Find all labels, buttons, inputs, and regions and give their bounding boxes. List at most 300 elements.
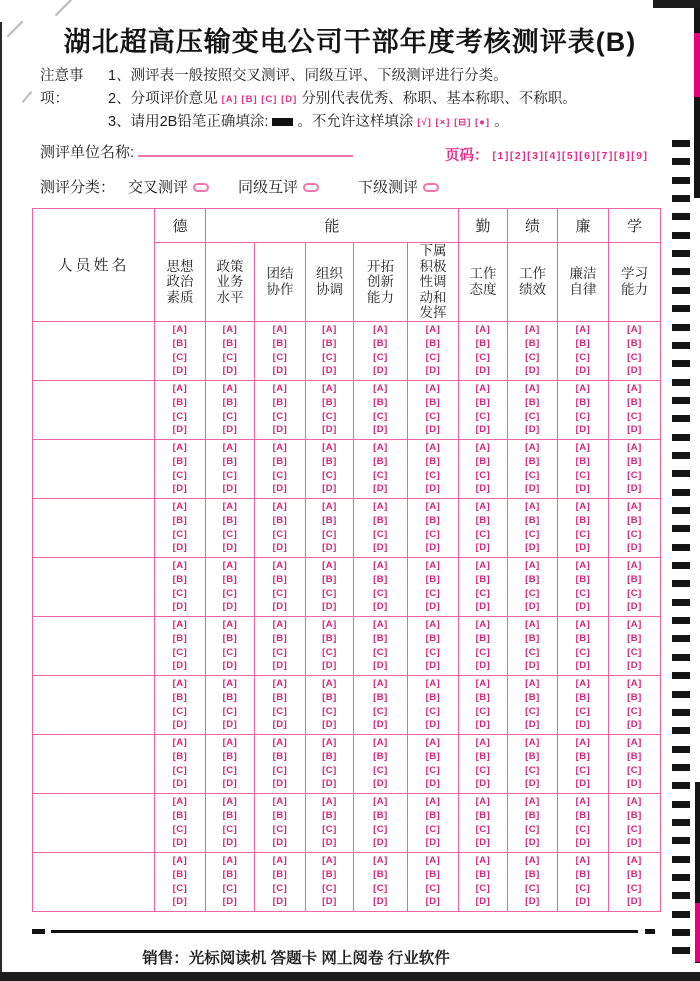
bubble-d[interactable]: [D] [272,896,288,908]
bubble-a[interactable]: [A] [272,382,288,394]
bubble-a[interactable]: [A] [425,559,441,571]
bubble-a[interactable]: [A] [222,500,238,512]
bubble-d[interactable]: [D] [373,542,388,554]
bubble-c[interactable]: [C] [322,646,337,658]
name-cell[interactable] [33,439,155,498]
bubble-c[interactable]: [C] [222,410,238,422]
bubble-a[interactable]: [A] [425,382,441,394]
checkbox-peer-eval[interactable] [303,183,319,192]
bubble-d[interactable]: [D] [425,483,441,495]
bubble-c[interactable]: [C] [425,646,441,658]
bubble-d[interactable]: [D] [525,424,540,436]
bubble-a[interactable]: [A] [272,677,288,689]
bubble-a[interactable]: [A] [373,854,388,866]
bubble-c[interactable]: [C] [172,351,188,363]
bubble-a[interactable]: [A] [525,854,540,866]
bubble-d[interactable]: [D] [425,660,441,672]
bubble-d[interactable]: [D] [172,778,188,790]
bubble-b[interactable]: [B] [373,573,388,585]
bubble-c[interactable]: [C] [373,646,388,658]
bubble-b[interactable]: [B] [322,455,337,467]
bubble-d[interactable]: [D] [222,483,238,495]
bubble-c[interactable]: [C] [322,469,337,481]
bubble-a[interactable]: [A] [272,795,288,807]
bubble-c[interactable]: [C] [272,587,288,599]
bubble-d[interactable]: [D] [172,365,188,377]
bubble-c[interactable]: [C] [172,646,188,658]
bubble-c[interactable]: [C] [425,764,441,776]
bubble-a[interactable]: [A] [475,500,491,512]
bubble-a[interactable]: [A] [322,500,337,512]
bubble-d[interactable]: [D] [475,837,491,849]
bubble-d[interactable]: [D] [172,601,188,613]
bubble-a[interactable]: [A] [475,559,491,571]
bubble-a[interactable]: [A] [172,795,188,807]
bubble-c[interactable]: [C] [525,646,540,658]
bubble-a[interactable]: [A] [172,736,188,748]
bubble-a[interactable]: [A] [373,618,388,630]
bubble-a[interactable]: [A] [575,618,591,630]
bubble-b[interactable]: [B] [425,455,441,467]
bubble-a[interactable]: [A] [575,382,591,394]
bubble-c[interactable]: [C] [172,528,188,540]
bubble-b[interactable]: [B] [373,691,388,703]
checkbox-cross-eval[interactable] [193,183,209,192]
bubble-c[interactable]: [C] [373,410,388,422]
bubble-d[interactable]: [D] [322,719,337,731]
bubble-b[interactable]: [B] [575,809,591,821]
bubble-d[interactable]: [D] [222,719,238,731]
bubble-d[interactable]: [D] [575,601,591,613]
bubble-d[interactable]: [D] [373,719,388,731]
bubble-c[interactable]: [C] [475,528,491,540]
bubble-c[interactable]: [C] [475,410,491,422]
name-cell[interactable] [33,852,155,911]
bubble-a[interactable]: [A] [172,854,188,866]
bubble-b[interactable]: [B] [425,514,441,526]
bubble-c[interactable]: [C] [222,528,238,540]
bubble-a[interactable]: [A] [373,677,388,689]
bubble-a[interactable]: [A] [222,795,238,807]
name-cell[interactable] [33,380,155,439]
bubble-a[interactable]: [A] [525,795,540,807]
bubble-b[interactable]: [B] [272,573,288,585]
bubble-b[interactable]: [B] [475,868,491,880]
bubble-c[interactable]: [C] [272,351,288,363]
bubble-d[interactable]: [D] [475,778,491,790]
bubble-d[interactable]: [D] [575,896,591,908]
bubble-c[interactable]: [C] [627,469,642,481]
bubble-c[interactable]: [C] [627,410,642,422]
bubble-a[interactable]: [A] [222,559,238,571]
bubble-b[interactable]: [B] [222,750,238,762]
bubble-b[interactable]: [B] [575,514,591,526]
bubble-a[interactable]: [A] [322,441,337,453]
bubble-a[interactable]: [A] [525,323,540,335]
bubble-d[interactable]: [D] [322,837,337,849]
bubble-d[interactable]: [D] [475,896,491,908]
bubble-c[interactable]: [C] [575,528,591,540]
bubble-a[interactable]: [A] [322,323,337,335]
bubble-c[interactable]: [C] [172,882,188,894]
bubble-a[interactable]: [A] [222,323,238,335]
bubble-c[interactable]: [C] [322,705,337,717]
unit-name-input[interactable] [138,143,353,157]
bubble-b[interactable]: [B] [172,809,188,821]
bubble-c[interactable]: [C] [425,410,441,422]
bubble-d[interactable]: [D] [525,542,540,554]
bubble-a[interactable]: [A] [272,323,288,335]
bubble-a[interactable]: [A] [627,618,642,630]
bubble-d[interactable]: [D] [272,424,288,436]
bubble-b[interactable]: [B] [322,809,337,821]
bubble-c[interactable]: [C] [272,764,288,776]
bubble-b[interactable]: [B] [525,691,540,703]
bubble-b[interactable]: [B] [322,573,337,585]
bubble-c[interactable]: [C] [222,882,238,894]
bubble-b[interactable]: [B] [627,750,642,762]
bubble-d[interactable]: [D] [525,778,540,790]
bubble-d[interactable]: [D] [627,719,642,731]
bubble-c[interactable]: [C] [222,646,238,658]
bubble-d[interactable]: [D] [425,778,441,790]
bubble-b[interactable]: [B] [172,455,188,467]
bubble-b[interactable]: [B] [373,514,388,526]
bubble-b[interactable]: [B] [172,337,188,349]
bubble-d[interactable]: [D] [575,778,591,790]
bubble-d[interactable]: [D] [525,601,540,613]
bubble-c[interactable]: [C] [575,823,591,835]
bubble-d[interactable]: [D] [222,837,238,849]
bubble-b[interactable]: [B] [525,514,540,526]
bubble-d[interactable]: [D] [373,896,388,908]
bubble-c[interactable]: [C] [575,469,591,481]
bubble-b[interactable]: [B] [222,868,238,880]
bubble-c[interactable]: [C] [575,646,591,658]
bubble-b[interactable]: [B] [272,396,288,408]
bubble-c[interactable]: [C] [525,764,540,776]
bubble-c[interactable]: [C] [425,823,441,835]
bubble-c[interactable]: [C] [627,646,642,658]
bubble-b[interactable]: [B] [627,455,642,467]
bubble-d[interactable]: [D] [272,778,288,790]
bubble-c[interactable]: [C] [172,587,188,599]
bubble-c[interactable]: [C] [222,469,238,481]
bubble-b[interactable]: [B] [272,337,288,349]
bubble-a[interactable]: [A] [525,736,540,748]
bubble-b[interactable]: [B] [222,396,238,408]
bubble-b[interactable]: [B] [525,396,540,408]
bubble-b[interactable]: [B] [322,514,337,526]
bubble-a[interactable]: [A] [475,382,491,394]
bubble-c[interactable]: [C] [373,764,388,776]
bubble-a[interactable]: [A] [222,441,238,453]
bubble-d[interactable]: [D] [373,778,388,790]
bubble-d[interactable]: [D] [322,896,337,908]
bubble-b[interactable]: [B] [425,573,441,585]
bubble-b[interactable]: [B] [272,632,288,644]
bubble-a[interactable]: [A] [172,559,188,571]
bubble-a[interactable]: [A] [322,736,337,748]
bubble-c[interactable]: [C] [272,705,288,717]
bubble-d[interactable]: [D] [322,660,337,672]
bubble-b[interactable]: [B] [272,455,288,467]
bubble-c[interactable]: [C] [425,587,441,599]
bubble-d[interactable]: [D] [425,896,441,908]
bubble-d[interactable]: [D] [172,719,188,731]
bubble-b[interactable]: [B] [575,750,591,762]
bubble-a[interactable]: [A] [475,795,491,807]
bubble-c[interactable]: [C] [172,469,188,481]
bubble-c[interactable]: [C] [272,528,288,540]
name-cell[interactable] [33,321,155,380]
bubble-c[interactable]: [C] [475,764,491,776]
bubble-c[interactable]: [C] [272,882,288,894]
name-cell[interactable] [33,616,155,675]
bubble-d[interactable]: [D] [172,660,188,672]
bubble-a[interactable]: [A] [627,795,642,807]
bubble-c[interactable]: [C] [322,351,337,363]
bubble-d[interactable]: [D] [222,365,238,377]
bubble-b[interactable]: [B] [627,573,642,585]
bubble-b[interactable]: [B] [575,632,591,644]
bubble-a[interactable]: [A] [272,500,288,512]
bubble-c[interactable]: [C] [425,351,441,363]
bubble-d[interactable]: [D] [525,837,540,849]
bubble-c[interactable]: [C] [575,587,591,599]
bubble-a[interactable]: [A] [322,854,337,866]
bubble-a[interactable]: [A] [222,736,238,748]
bubble-d[interactable]: [D] [525,719,540,731]
bubble-d[interactable]: [D] [425,542,441,554]
bubble-b[interactable]: [B] [172,868,188,880]
bubble-a[interactable]: [A] [575,323,591,335]
bubble-c[interactable]: [C] [322,587,337,599]
bubble-d[interactable]: [D] [272,542,288,554]
bubble-a[interactable]: [A] [627,854,642,866]
bubble-a[interactable]: [A] [575,736,591,748]
page-number-bubbles[interactable]: [1][2][3][4][5][6][7][8][9] [492,150,649,162]
bubble-b[interactable]: [B] [627,337,642,349]
bubble-b[interactable]: [B] [172,691,188,703]
bubble-b[interactable]: [B] [575,337,591,349]
bubble-c[interactable]: [C] [322,882,337,894]
bubble-d[interactable]: [D] [525,483,540,495]
bubble-c[interactable]: [C] [475,823,491,835]
bubble-d[interactable]: [D] [575,837,591,849]
bubble-d[interactable]: [D] [272,719,288,731]
bubble-b[interactable]: [B] [525,337,540,349]
bubble-d[interactable]: [D] [222,778,238,790]
bubble-d[interactable]: [D] [322,542,337,554]
bubble-a[interactable]: [A] [322,618,337,630]
bubble-c[interactable]: [C] [475,646,491,658]
bubble-c[interactable]: [C] [425,705,441,717]
bubble-a[interactable]: [A] [575,795,591,807]
bubble-c[interactable]: [C] [525,587,540,599]
bubble-d[interactable]: [D] [627,601,642,613]
bubble-d[interactable]: [D] [322,365,337,377]
bubble-a[interactable]: [A] [575,854,591,866]
bubble-c[interactable]: [C] [272,469,288,481]
bubble-d[interactable]: [D] [373,365,388,377]
bubble-c[interactable]: [C] [272,410,288,422]
bubble-d[interactable]: [D] [322,424,337,436]
bubble-c[interactable]: [C] [222,351,238,363]
bubble-b[interactable]: [B] [272,868,288,880]
bubble-d[interactable]: [D] [373,660,388,672]
name-cell[interactable] [33,498,155,557]
bubble-a[interactable]: [A] [222,382,238,394]
bubble-b[interactable]: [B] [627,809,642,821]
bubble-b[interactable]: [B] [475,632,491,644]
bubble-d[interactable]: [D] [322,778,337,790]
bubble-b[interactable]: [B] [627,868,642,880]
bubble-a[interactable]: [A] [475,854,491,866]
bubble-b[interactable]: [B] [272,809,288,821]
name-cell[interactable] [33,675,155,734]
bubble-d[interactable]: [D] [525,896,540,908]
bubble-a[interactable]: [A] [272,854,288,866]
bubble-c[interactable]: [C] [575,764,591,776]
bubble-c[interactable]: [C] [525,469,540,481]
bubble-a[interactable]: [A] [575,441,591,453]
bubble-a[interactable]: [A] [322,382,337,394]
bubble-c[interactable]: [C] [475,882,491,894]
bubble-a[interactable]: [A] [425,618,441,630]
bubble-d[interactable]: [D] [222,896,238,908]
bubble-b[interactable]: [B] [172,750,188,762]
bubble-b[interactable]: [B] [525,750,540,762]
bubble-b[interactable]: [B] [525,573,540,585]
bubble-c[interactable]: [C] [475,705,491,717]
bubble-a[interactable]: [A] [172,441,188,453]
bubble-a[interactable]: [A] [222,854,238,866]
bubble-a[interactable]: [A] [425,795,441,807]
bubble-d[interactable]: [D] [475,601,491,613]
bubble-d[interactable]: [D] [272,601,288,613]
bubble-d[interactable]: [D] [222,424,238,436]
bubble-d[interactable]: [D] [575,542,591,554]
bubble-b[interactable]: [B] [575,455,591,467]
bubble-c[interactable]: [C] [525,528,540,540]
bubble-c[interactable]: [C] [525,882,540,894]
bubble-c[interactable]: [C] [627,351,642,363]
bubble-a[interactable]: [A] [475,736,491,748]
bubble-c[interactable]: [C] [272,646,288,658]
bubble-d[interactable]: [D] [627,778,642,790]
bubble-a[interactable]: [A] [627,500,642,512]
bubble-c[interactable]: [C] [222,764,238,776]
name-cell[interactable] [33,557,155,616]
bubble-a[interactable]: [A] [373,559,388,571]
bubble-d[interactable]: [D] [425,601,441,613]
bubble-b[interactable]: [B] [322,337,337,349]
bubble-d[interactable]: [D] [172,424,188,436]
bubble-b[interactable]: [B] [222,337,238,349]
bubble-c[interactable]: [C] [627,823,642,835]
bubble-b[interactable]: [B] [627,632,642,644]
bubble-c[interactable]: [C] [373,351,388,363]
bubble-c[interactable]: [C] [575,705,591,717]
bubble-d[interactable]: [D] [575,365,591,377]
bubble-a[interactable]: [A] [627,382,642,394]
bubble-c[interactable]: [C] [475,587,491,599]
bubble-d[interactable]: [D] [172,837,188,849]
bubble-d[interactable]: [D] [575,424,591,436]
bubble-a[interactable]: [A] [425,736,441,748]
bubble-a[interactable]: [A] [222,677,238,689]
bubble-c[interactable]: [C] [425,882,441,894]
bubble-d[interactable]: [D] [222,660,238,672]
bubble-a[interactable]: [A] [475,441,491,453]
bubble-d[interactable]: [D] [475,424,491,436]
bubble-a[interactable]: [A] [575,559,591,571]
bubble-a[interactable]: [A] [525,382,540,394]
bubble-b[interactable]: [B] [425,750,441,762]
bubble-a[interactable]: [A] [627,441,642,453]
bubble-b[interactable]: [B] [322,632,337,644]
bubble-b[interactable]: [B] [425,632,441,644]
bubble-b[interactable]: [B] [525,809,540,821]
bubble-a[interactable]: [A] [373,441,388,453]
bubble-a[interactable]: [A] [425,441,441,453]
bubble-d[interactable]: [D] [272,483,288,495]
bubble-c[interactable]: [C] [575,351,591,363]
bubble-d[interactable]: [D] [425,424,441,436]
bubble-b[interactable]: [B] [475,337,491,349]
bubble-d[interactable]: [D] [627,365,642,377]
bubble-c[interactable]: [C] [525,705,540,717]
bubble-b[interactable]: [B] [222,632,238,644]
bubble-b[interactable]: [B] [172,573,188,585]
bubble-a[interactable]: [A] [222,618,238,630]
bubble-b[interactable]: [B] [322,868,337,880]
bubble-b[interactable]: [B] [222,455,238,467]
bubble-c[interactable]: [C] [222,823,238,835]
bubble-c[interactable]: [C] [627,882,642,894]
bubble-c[interactable]: [C] [425,528,441,540]
bubble-a[interactable]: [A] [575,677,591,689]
bubble-c[interactable]: [C] [322,410,337,422]
bubble-c[interactable]: [C] [172,823,188,835]
bubble-c[interactable]: [C] [373,823,388,835]
bubble-b[interactable]: [B] [172,514,188,526]
bubble-b[interactable]: [B] [475,809,491,821]
bubble-a[interactable]: [A] [373,736,388,748]
bubble-c[interactable]: [C] [373,528,388,540]
bubble-a[interactable]: [A] [272,441,288,453]
bubble-c[interactable]: [C] [172,705,188,717]
bubble-c[interactable]: [C] [272,823,288,835]
bubble-b[interactable]: [B] [525,868,540,880]
bubble-b[interactable]: [B] [475,691,491,703]
bubble-c[interactable]: [C] [425,469,441,481]
bubble-c[interactable]: [C] [222,587,238,599]
bubble-c[interactable]: [C] [475,351,491,363]
bubble-d[interactable]: [D] [222,542,238,554]
bubble-d[interactable]: [D] [475,542,491,554]
bubble-b[interactable]: [B] [272,691,288,703]
bubble-a[interactable]: [A] [172,677,188,689]
bubble-c[interactable]: [C] [627,587,642,599]
bubble-a[interactable]: [A] [575,500,591,512]
bubble-a[interactable]: [A] [525,618,540,630]
bubble-a[interactable]: [A] [627,323,642,335]
bubble-d[interactable]: [D] [475,483,491,495]
bubble-d[interactable]: [D] [322,483,337,495]
bubble-c[interactable]: [C] [475,469,491,481]
